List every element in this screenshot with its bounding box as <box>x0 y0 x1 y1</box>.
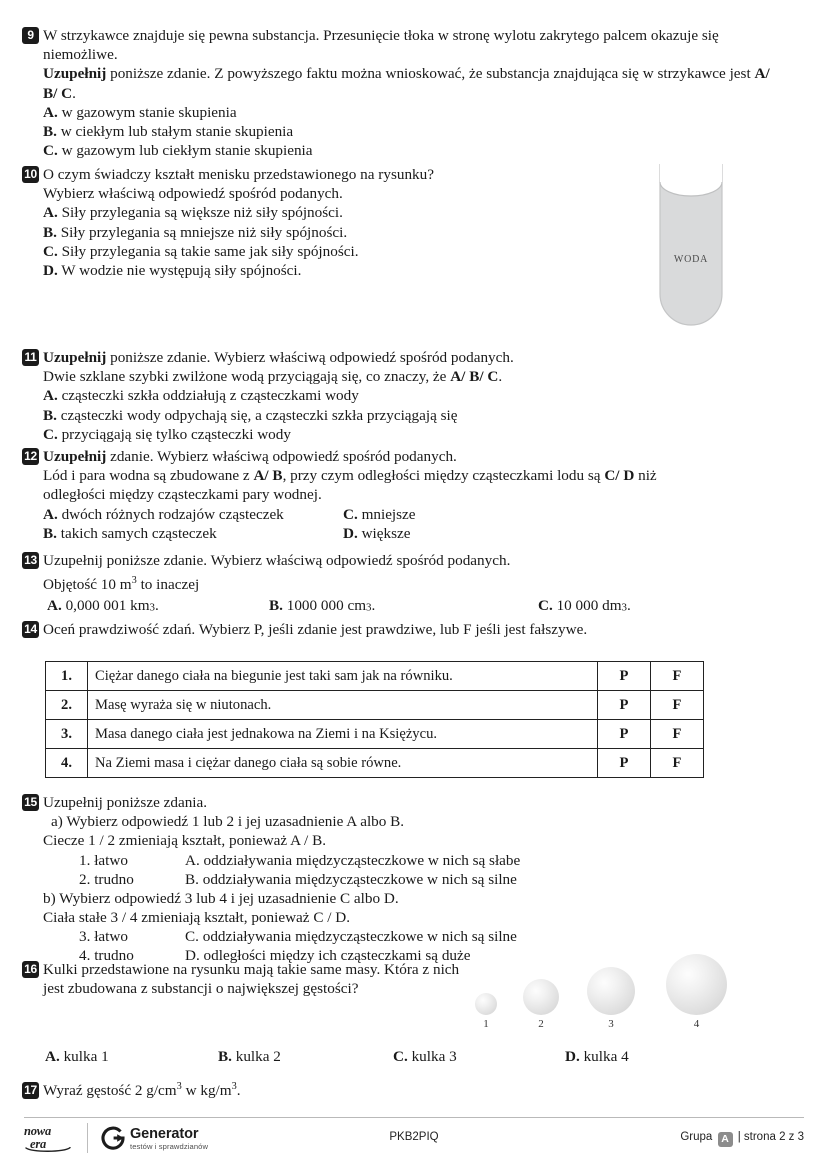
question-text <box>43 1081 782 1100</box>
option-text: w gazowym lub ciekłym stanie skupienia <box>57 142 313 160</box>
question-instruction: Uzupełnij poniższe zdania. <box>43 794 208 811</box>
option-exponent: 3 <box>149 601 155 614</box>
row-true-option[interactable]: P <box>598 662 651 691</box>
option-letter: A. <box>47 597 62 615</box>
pair-a-2 <box>43 870 782 889</box>
question-number-badge: 14 <box>22 621 39 638</box>
footer-divider <box>24 1117 804 1118</box>
instruction-keyword: Uzupełnij <box>43 65 107 83</box>
instruction-rest: zdanie. Wybierz właściwą odpowiedź spośród podanych. <box>106 448 457 465</box>
option-c <box>538 596 631 618</box>
question-body <box>43 165 642 280</box>
instruction-rest: poniższe zdanie. Wybierz właściwą odpowiedź spośród podanych. <box>106 349 514 366</box>
option-letter: B. <box>218 1048 232 1065</box>
table-row <box>46 749 704 778</box>
option-letter: D. <box>343 524 358 542</box>
option-text: w gazowym stanie skupienia <box>57 103 237 121</box>
row-index: 4. <box>46 749 88 778</box>
question-body <box>43 447 782 543</box>
table-row <box>46 662 704 691</box>
option-text: kulka 1 <box>59 1048 109 1065</box>
row-true-option[interactable]: P <box>598 749 651 778</box>
question-number-badge: 16 <box>22 961 39 978</box>
pair-right: D. odległości między ich cząsteczkami są duże <box>185 947 471 965</box>
option-a <box>43 505 343 524</box>
option-b <box>43 524 343 543</box>
row-statement: Na Ziemi masa i ciężar danego ciała są sobie równe. <box>88 749 598 778</box>
pair-a-1 <box>43 851 782 870</box>
page-number: strona 2 z 3 <box>743 1131 804 1143</box>
option-letter: B. <box>43 406 57 424</box>
option-letter: C. <box>43 142 58 160</box>
table-row <box>46 691 704 720</box>
option-letter: C. <box>393 1048 408 1065</box>
option-letter: D. <box>43 262 58 280</box>
nowa-era-swoosh-icon <box>25 1147 71 1153</box>
part-a-instruction: a) Wybierz odpowiedź 1 lub 2 i jej uzasadnienie A albo B. <box>51 813 405 831</box>
question-number-badge: 13 <box>22 552 39 569</box>
question-number-badge: 12 <box>22 448 39 465</box>
generator-title: Generator <box>130 1126 199 1142</box>
instruction-keyword: Uzupełnij <box>43 349 107 366</box>
question-14 <box>22 620 782 639</box>
spheres-figure <box>462 960 742 1035</box>
question-text-line2: jest zbudowana z substancji o największej gęstości? <box>43 980 359 998</box>
group-label: Grupa <box>680 1131 713 1143</box>
option-c <box>393 1048 457 1066</box>
option-letter: A. <box>43 103 58 121</box>
option-b <box>218 1048 281 1066</box>
question-10 <box>22 165 642 280</box>
true-false-table <box>45 661 704 778</box>
option-text: kulka 2 <box>231 1048 281 1065</box>
option-letter: B. <box>43 123 57 141</box>
row-index: 3. <box>46 720 88 749</box>
option-exponent: 3 <box>366 601 372 614</box>
question-text: W strzykawce znajduje się pewna substancja. Przesunięcie tłoka w stronę wylotu zakrytego palcem okazuje się niemożliwe. <box>43 27 719 64</box>
option-text: W wodzie nie występują siły spójności. <box>57 262 302 280</box>
question-number-badge: 10 <box>22 166 39 183</box>
row-false-option[interactable]: F <box>651 720 704 749</box>
option-d <box>343 524 410 543</box>
stem-part-1: Lód i para wodna są zbudowane z <box>43 467 254 485</box>
row-index: 2. <box>46 691 88 720</box>
instruction-tail: . <box>72 84 76 102</box>
options-row-2 <box>43 524 782 543</box>
option-letter: A. <box>43 387 58 405</box>
row-false-option[interactable]: F <box>651 691 704 720</box>
option-text: większe <box>357 524 411 542</box>
stem-part-3: niż <box>634 467 657 485</box>
option-text: dwóch różnych rodzajów cząsteczek <box>57 505 284 523</box>
choice-marker: A/ B/ C <box>43 65 770 102</box>
option-text: kulka 3 <box>407 1048 457 1065</box>
sphere-caption-1: 1 <box>483 1018 489 1030</box>
option-letter: B. <box>43 524 57 542</box>
test-tube-label: WODA <box>673 254 709 265</box>
option-b <box>43 122 782 141</box>
sphere-3 <box>587 967 635 1015</box>
option-b <box>269 596 375 618</box>
sphere-4 <box>666 954 727 1015</box>
option-tail: . <box>371 597 376 615</box>
option-letter: C. <box>538 597 553 615</box>
instruction-keyword: Uzupełnij <box>43 448 107 465</box>
instruction-rest: poniższe zdanie. Z powyższego faktu można wnioskować, że substancja znajdująca się w strzykawce jest <box>106 65 755 83</box>
option-letter: C. <box>343 505 358 523</box>
question-stem-line1 <box>43 466 782 485</box>
row-true-option[interactable]: P <box>598 691 651 720</box>
test-tube-icon <box>658 164 724 327</box>
footer-separator: | <box>737 1131 741 1143</box>
question-body <box>43 551 782 616</box>
option-text: cząsteczki wody odpychają się, a cząsteczki szkła przyciągają się <box>56 406 458 424</box>
question-15 <box>22 793 782 965</box>
sphere-caption-3: 3 <box>608 1018 614 1030</box>
question-stem <box>43 575 782 594</box>
question-body <box>43 960 502 998</box>
part-b-instruction: b) Wybierz odpowiedź 3 lub 4 i jej uzasadnienie C albo D. <box>43 889 399 907</box>
row-index: 1. <box>46 662 88 691</box>
option-d <box>565 1048 629 1066</box>
option-exponent: 3 <box>621 601 628 614</box>
pair-right: B. oddziaływania międzycząsteczkowe w nich są silne <box>185 870 517 888</box>
stem-mid: w kg/m <box>181 1082 232 1099</box>
option-letter: B. <box>43 223 57 241</box>
pair-left: 1. łatwo <box>79 851 128 869</box>
row-statement: Ciężar danego ciała na biegunie jest taki sam jak na równiku. <box>88 662 598 691</box>
option-a <box>43 103 782 122</box>
option-letter: C. <box>43 425 58 443</box>
stem-post: to inaczej <box>136 576 200 594</box>
question-number-badge: 9 <box>22 27 39 44</box>
question-16 <box>22 960 502 998</box>
option-letter: A. <box>43 204 58 222</box>
option-value: 10 000 dm <box>552 597 622 615</box>
question-text-line1: Kulki przedstawione na rysunku mają takie same masy. Która z nich <box>43 961 460 978</box>
option-tail: . <box>627 597 631 615</box>
footer-group-page <box>680 1131 804 1147</box>
stem-exponent: 3 <box>131 575 137 587</box>
option-c <box>43 141 782 160</box>
sphere-caption-2: 2 <box>538 1018 544 1030</box>
question-instruction <box>43 64 782 102</box>
question-instruction: Uzupełnij poniższe zdanie. Wybierz właściwą odpowiedź spośród podanych. <box>43 552 511 569</box>
option-text: Siły przylegania są takie same jak siły spójności. <box>57 242 359 260</box>
row-false-option[interactable]: F <box>651 749 704 778</box>
stem-text: Dwie szklane szybki zwilżone wodą przyciągają się, co znaczy, że <box>43 368 451 386</box>
row-statement: Masę wyraża się w niutonach. <box>88 691 598 720</box>
sphere-2 <box>523 979 559 1015</box>
question-body <box>43 793 782 965</box>
question-subinstruction: Wybierz właściwą odpowiedź spośród podanych. <box>43 185 343 203</box>
question-stem <box>43 367 782 386</box>
choice-marker: A/ B/ C <box>450 368 499 386</box>
stem-part-2: , przy czym odległości między cząsteczkami lodu są <box>282 467 605 485</box>
option-letter: A. <box>45 1048 60 1065</box>
group-badge: A <box>718 1132 733 1147</box>
row-statement: Masa danego ciała jest jednakowa na Ziemi i na Księżycu. <box>88 720 598 749</box>
option-c <box>43 425 782 444</box>
option-a <box>43 203 642 222</box>
option-value: 1000 000 cm <box>282 597 367 615</box>
option-text: cząsteczki szkła oddziałują z cząsteczkami wody <box>57 387 359 405</box>
question-number-badge: 11 <box>22 349 39 366</box>
pair-right: A. oddziaływania międzycząsteczkowe w nich są słabe <box>185 851 521 869</box>
question-number-badge: 15 <box>22 794 39 811</box>
option-text: takich samych cząsteczek <box>56 524 217 542</box>
stem-pre: Objętość 10 m <box>43 576 132 594</box>
nowa-era-line1: nowa <box>24 1124 51 1138</box>
nowa-era-line2: era <box>30 1136 47 1151</box>
pair-left: 4. trudno <box>79 947 134 965</box>
option-letter: B. <box>269 597 283 615</box>
question-text: O czym świadczy kształt menisku przedstawionego na rysunku? <box>43 166 434 183</box>
option-b <box>43 223 642 242</box>
pair-left: 2. trudno <box>79 870 134 888</box>
question-body <box>43 620 782 639</box>
option-c <box>43 242 642 261</box>
option-text: Siły przylegania są mniejsze niż siły spójności. <box>56 223 348 241</box>
part-a-stem: Ciecze 1 / 2 zmieniają kształt, ponieważ A / B. <box>43 832 326 850</box>
option-text: kulka 4 <box>579 1048 629 1065</box>
sphere-caption-4: 4 <box>693 1018 700 1030</box>
test-tube-figure <box>658 164 724 327</box>
generator-subtitle: testów i sprawdzianów <box>130 1142 209 1151</box>
stem-pre: Wyraź gęstość 2 g/cm <box>43 1082 177 1099</box>
question-instruction <box>43 447 782 466</box>
option-letter: D. <box>565 1048 580 1065</box>
page-footer <box>24 1123 804 1157</box>
question-body <box>43 26 782 160</box>
option-tail: . <box>155 597 159 615</box>
option-text: w ciekłym lub stałym stanie skupienia <box>56 123 294 141</box>
question-number-badge: 17 <box>22 1082 39 1099</box>
option-text: przyciągają się tylko cząsteczki wody <box>57 425 291 443</box>
choice-marker-cd: C/ D <box>604 467 635 485</box>
question-stem-line2: odległości między cząsteczkami pary wodnej. <box>43 486 322 504</box>
option-c <box>343 505 416 524</box>
stem-tail: . <box>498 368 503 386</box>
option-d <box>43 261 642 280</box>
option-value: 0,000 001 km <box>61 597 150 615</box>
option-text: mniejsze <box>357 505 416 523</box>
sphere-1 <box>475 993 497 1015</box>
question-13 <box>22 551 782 616</box>
table-row <box>46 720 704 749</box>
options-row-1 <box>43 505 782 524</box>
part-b-stem: Ciała stałe 3 / 4 zmieniają kształt, ponieważ C / D. <box>43 908 351 926</box>
row-true-option[interactable]: P <box>598 720 651 749</box>
pair-left: 3. łatwo <box>79 928 128 946</box>
option-letter: C. <box>43 242 58 260</box>
option-letter: A. <box>43 505 58 523</box>
footer-code: PKB2PIQ <box>389 1131 439 1143</box>
row-false-option[interactable]: F <box>651 662 704 691</box>
question-12 <box>22 447 782 543</box>
stem-exponent-2: 3 <box>231 1080 237 1092</box>
option-text: Siły przylegania są większe niż siły spójności. <box>57 204 343 222</box>
question-16-options <box>45 1048 745 1068</box>
option-b <box>43 406 782 425</box>
option-a <box>43 386 782 405</box>
question-11 <box>22 348 782 444</box>
question-instruction: Oceń prawdziwość zdań. Wybierz P, jeśli zdanie jest prawdziwe, lub F jeśli jest fałszywe. <box>43 621 588 638</box>
question-17 <box>22 1081 782 1100</box>
stem-tail: . <box>236 1082 241 1099</box>
stem-exponent-1: 3 <box>176 1080 182 1092</box>
choice-marker-ab: A/ B <box>253 467 283 485</box>
question-body <box>43 1081 782 1100</box>
question-body <box>43 348 782 444</box>
question-9 <box>22 26 782 160</box>
pair-right: C. oddziaływania międzycząsteczkowe w nich są silne <box>185 928 517 946</box>
options-row <box>43 596 782 616</box>
pair-b-1 <box>43 927 782 946</box>
option-a <box>45 1048 109 1066</box>
question-instruction <box>43 348 782 367</box>
option-a <box>47 596 159 618</box>
